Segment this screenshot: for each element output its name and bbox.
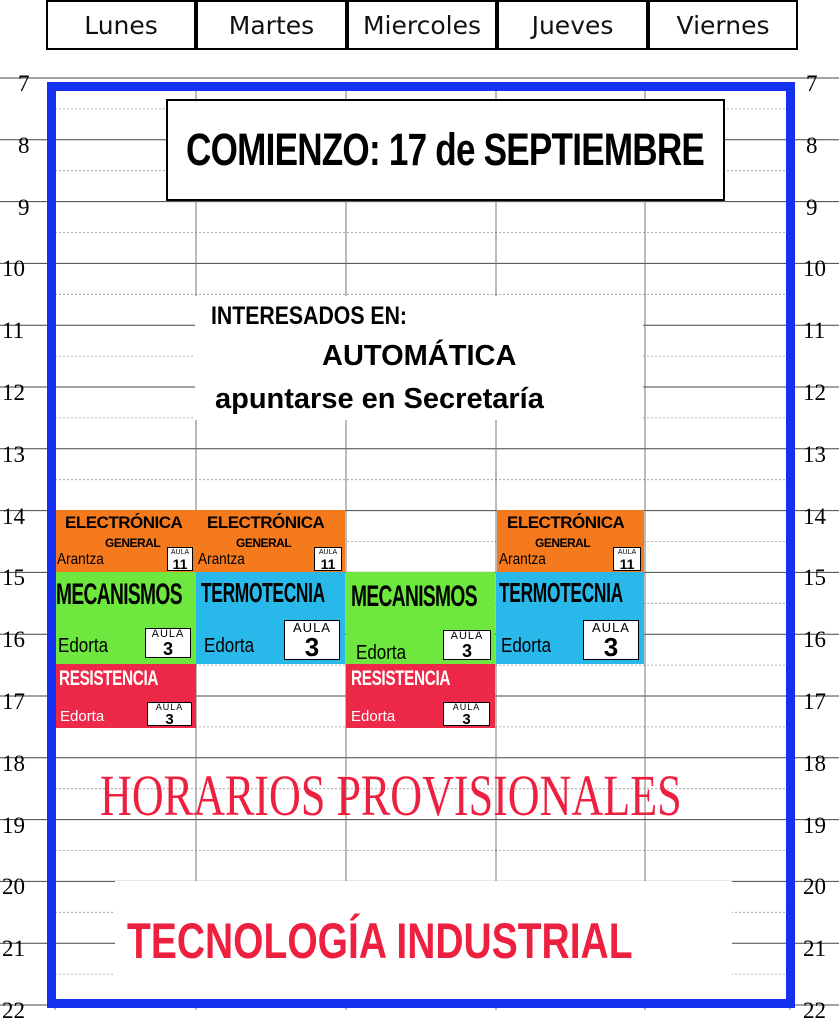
aula-badge <box>145 628 191 658</box>
class-termotecnia-martes <box>196 572 345 664</box>
class-termotecnia-jueves <box>496 572 644 664</box>
hour-label: 13 <box>2 441 25 467</box>
class-resistencia-lunes <box>55 664 196 728</box>
aula-number: 3 <box>162 639 173 659</box>
automation-notice <box>195 296 643 420</box>
aula-badge <box>147 702 192 726</box>
class-mecanismos-lunes <box>55 572 196 664</box>
hour-label: 19 <box>2 812 25 838</box>
hour-label: 7 <box>18 71 30 96</box>
aula-badge <box>443 630 491 660</box>
subject-label: TERMOTECNIA <box>201 577 325 608</box>
teacher-name: Arantza <box>57 551 104 568</box>
aula-number: 3 <box>304 632 320 662</box>
aula-number: 11 <box>172 556 188 572</box>
hour-label: 13 <box>803 441 826 467</box>
hour-label: 9 <box>806 194 818 220</box>
aula-label: AULA <box>450 630 484 642</box>
aula-label: AULA <box>452 702 481 712</box>
class-electronica-martes <box>196 510 345 572</box>
class-electronica-jueves <box>497 510 644 572</box>
aula-number: 3 <box>165 711 174 728</box>
teacher-name: Edorta <box>351 708 396 725</box>
start-date-text: COMIENZO: 17 de SEPTIEMBRE <box>186 124 705 175</box>
program-title-box <box>115 881 732 1003</box>
notice-line-2: AUTOMÁTICA <box>322 340 517 372</box>
hour-label: 12 <box>2 380 25 405</box>
aula-badge <box>167 547 193 571</box>
teacher-name: Edorta <box>501 635 552 657</box>
aula-badge <box>443 702 490 726</box>
teacher-name: Edorta <box>356 642 407 664</box>
aula-label: AULA <box>170 549 190 556</box>
provisional-schedule-title: HORARIOS PROVISIONALES <box>100 763 682 828</box>
aula-label: AULA <box>592 620 630 635</box>
hour-label: 21 <box>2 936 25 962</box>
hour-label: 11 <box>2 318 25 344</box>
aula-badge <box>613 547 641 571</box>
subject-label: RESISTENCIA <box>59 667 159 690</box>
hour-label: 19 <box>803 812 826 838</box>
hour-label: 17 <box>803 689 826 714</box>
aula-badge <box>583 620 639 660</box>
hour-label: 22 <box>2 998 25 1023</box>
aula-label: AULA <box>151 628 185 640</box>
hour-label: 8 <box>806 132 818 158</box>
aula-number: 11 <box>619 556 635 572</box>
subject-label: MECANISMOS <box>56 578 182 611</box>
class-electronica-lunes <box>55 510 196 572</box>
aula-number: 3 <box>603 632 619 662</box>
subject-sublabel: GENERAL <box>535 536 591 550</box>
hour-label: 21 <box>803 936 826 962</box>
aula-number: 11 <box>320 556 336 572</box>
hour-label: 14 <box>803 503 826 529</box>
subject-label: ELECTRÓNICA <box>65 513 183 532</box>
program-title: TECNOLOGÍA INDUSTRIAL <box>127 913 633 969</box>
aula-number: 3 <box>461 641 472 661</box>
hour-label: 20 <box>803 874 826 900</box>
hour-label: 22 <box>803 998 826 1023</box>
subject-label: ELECTRÓNICA <box>507 513 625 532</box>
hour-label: 8 <box>18 132 30 158</box>
hour-label: 16 <box>803 627 826 653</box>
teacher-name: Arantza <box>499 551 546 568</box>
subject-label: TERMOTECNIA <box>499 577 623 608</box>
teacher-name: Edorta <box>60 708 105 725</box>
hour-label: 15 <box>2 565 25 591</box>
subject-label: ELECTRÓNICA <box>207 513 325 532</box>
hour-label: 10 <box>803 256 826 282</box>
hour-label: 20 <box>2 874 25 900</box>
aula-badge <box>284 620 340 660</box>
aula-badge <box>314 547 342 571</box>
hour-label: 9 <box>18 194 30 220</box>
aula-label: AULA <box>318 549 338 556</box>
day-header-lunes: Lunes <box>46 0 196 50</box>
day-header-miercoles: Miercoles <box>347 0 497 50</box>
hour-label: 14 <box>2 503 25 529</box>
subject-label: MECANISMOS <box>351 580 477 613</box>
aula-number: 3 <box>462 711 471 728</box>
aula-label: AULA <box>617 549 637 556</box>
teacher-name: Edorta <box>58 635 109 657</box>
hour-label: 15 <box>803 565 826 591</box>
day-header-jueves: Jueves <box>497 0 648 50</box>
hour-label: 17 <box>2 689 25 714</box>
subject-sublabel: GENERAL <box>236 536 292 550</box>
hour-label: 7 <box>806 71 818 96</box>
hour-label: 12 <box>803 380 826 405</box>
teacher-name: Edorta <box>204 635 255 657</box>
day-header-viernes: Viernes <box>648 0 798 50</box>
aula-label: AULA <box>155 702 184 712</box>
hour-label: 18 <box>803 750 826 776</box>
class-mecanismos-miercoles <box>346 572 495 664</box>
class-resistencia-miercoles <box>346 664 495 728</box>
notice-line-1: INTERESADOS EN: <box>211 302 408 330</box>
aula-label: AULA <box>293 620 331 635</box>
hour-label: 10 <box>2 256 25 282</box>
subject-sublabel: GENERAL <box>105 536 161 550</box>
teacher-name: Arantza <box>198 551 245 568</box>
hour-label: 11 <box>803 318 826 344</box>
hour-label: 16 <box>2 627 25 653</box>
day-header-martes: Martes <box>196 0 347 50</box>
hour-label: 18 <box>2 750 25 776</box>
start-date-banner <box>166 99 725 201</box>
subject-label: RESISTENCIA <box>351 667 451 690</box>
notice-line-3: apuntarse en Secretaría <box>215 383 544 415</box>
